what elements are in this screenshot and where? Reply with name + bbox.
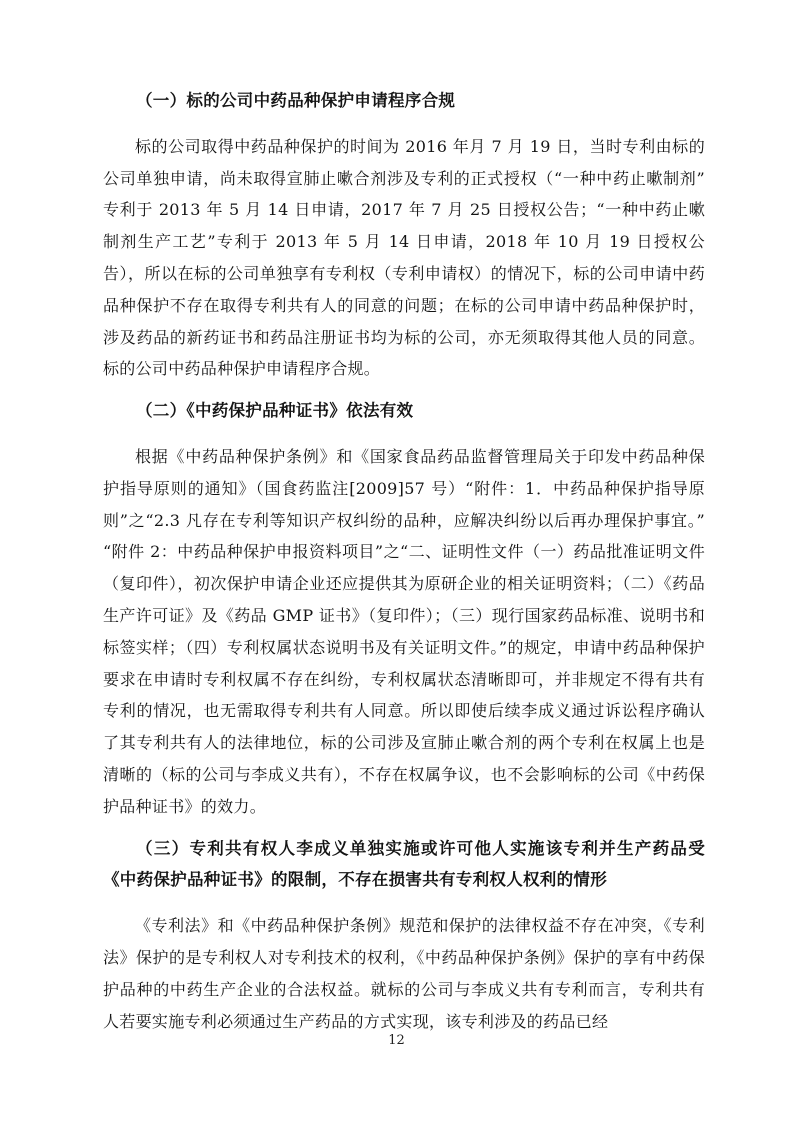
page-content: [103, 80, 705, 1047]
paragraph-1: 标的公司取得中药品种保护的时间为 2016 年月 7 月 19 日，当时专利由标的公司单独申请，尚未取得宣肺止嗽合剂涉及专利的正式授权（“一种中药止嗽制剂”专利于 2013 年 5 月 14 日申请，2017 年 7 月 25 日授权公告；“一种中药止嗽制剂生产工艺”专利于 2013 年 5 月 14 日申请，2018 年 10 月 19 日授权公告），所以在标的公司单独享有专利权（专利申请权）的情况下，标的公司申请中药品种保护不存在取得专利共有人的同意的问题；在标的公司申请中药品种保护时，涉及药品的新药证书和药品注册证书均为标的公司，亦无须取得其他人员的同意。标的公司中药品种保护申请程序合规。: [103, 136, 705, 379]
section-heading-3: （三）专利共有权人李成义单独实施或许可他人实施该专利并生产药品受《中药保护品种证书》的限制，不存在损害共有专利权人权利的情形: [103, 838, 705, 890]
paragraph-3: 《专利法》和《中药品种保护条例》规范和保护的法律权益不存在冲突，《专利法》保护的是专利权人对专利技术的权利，《中药品种保护条例》保护的享有中药保护品种的中药生产企业的合法权益。就标的公司与李成义共有专利而言，专利共有人若要实施专利必须通过生产药品的方式实现，该专利涉及的药品已经: [103, 916, 705, 1031]
section-heading-1: （一）标的公司中药品种保护申请程序合规: [136, 91, 456, 110]
section-heading-2: （二）《中药保护品种证书》依法有效: [136, 401, 414, 421]
page-number: 12: [388, 1033, 405, 1048]
paragraph-2: 根据《中药品种保护条例》和《国家食品药品监督管理局关于印发中药品种保护指导原则的通知》（国食药监注[2009]57 号）“附件：1．中药品种保护指导原则”之“2.3 凡存在专利等知识产权纠纷的品种，应解决纠纷以后再办理保护事宜。” “附件 2：中药品种保护申报资料项目”之“二、证明性文件（一）药品批准证明文件（复印件），初次保护申请企业还应提供其为原研企业的相关证明资料；（二）《药品生产许可证》及《药品 GMP 证书》（复印件）；（三）现行国家药品标准、说明书和标签实样；（四）专利权属状态说明书及有关证明文件。”的规定，申请中药品种保护要求在申请时专利权属不存在纠纷，专利权属状态清晰即可，并非规定不得有共有专利的情况，也无需取得专利共有人同意。所以即使后续李成义通过诉讼程序确认了其专利共有人的法律地位，标的公司涉及宣肺止嗽合剂的两个专利在权属上也是清晰的（标的公司与李成义共有），不存在权属争议，也不会影响标的公司《中药保护品种证书》的效力。: [103, 446, 705, 816]
